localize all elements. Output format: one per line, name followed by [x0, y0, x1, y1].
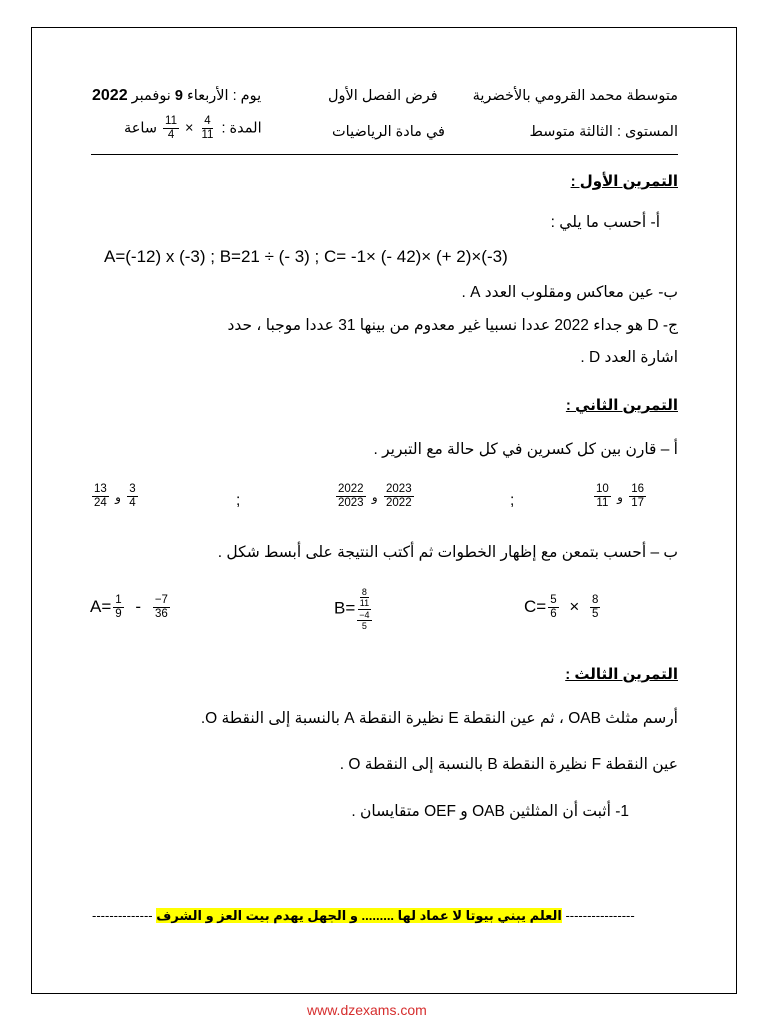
ex2-title: التمرين الثاني : [565, 397, 678, 414]
ex1-equation: A=(-12) x (-3) ; B=21 ÷ (- 3) ; C= -1× (- 42)× (+ 2)×(-3) [104, 247, 508, 266]
day-label: يوم : الأربعاء [186, 88, 262, 104]
watermark: www.dzexams.com [307, 1002, 427, 1018]
level: المستوى : الثالثة متوسط [529, 124, 678, 140]
header-divider [91, 154, 678, 155]
ex2-part-a: أ – قارن بين كل كسرين في كل حالة مع التبرير . [373, 441, 678, 458]
compare-pair-1: $\frac{16}{17}$ و $\frac{10}{11}$ [596, 483, 645, 510]
expr-C: C= $\frac{5}{6}$ × $\frac{8}{5}$ [524, 594, 599, 621]
exam-title: فرض الفصل الأول [328, 88, 438, 104]
ex1-part-a: أ- أحسب ما يلي : [550, 214, 660, 231]
year: 2022 [92, 87, 128, 104]
month: نوفمبر [131, 88, 171, 104]
duration-unit: ساعة [124, 120, 157, 137]
compare-pair-3: $\frac{3}{4}$ و $\frac{13}{24}$ [94, 483, 136, 510]
compare-pair-2: $\frac{2023}{2022}$ و $\frac{2022}{2023}$ [338, 483, 412, 510]
footer-dashes-left: -------------- [92, 908, 153, 923]
times-sign: × [185, 120, 194, 137]
school-name: متوسطة محمد القرومي بالأخضرية [472, 88, 678, 104]
duration-fraction-2: $\frac{11}{4}$ [165, 115, 177, 142]
ex1-part-b: ب- عين معاكس ومقلوب العدد A . [461, 284, 678, 301]
subject: في مادة الرياضيات [332, 124, 445, 140]
ex2-part-b: ب – أحسب بتمعن مع إظهار الخطوات ثم أكتب النتيجة على أبسط شكل . [217, 544, 678, 561]
footer-quote [92, 908, 635, 924]
footer-dashes-right: ---------------- [565, 908, 635, 923]
expr-A: A= $\frac{1}{9}$ - $\frac{-7}{36}$ [90, 594, 168, 621]
duration-label: المدة : [221, 120, 262, 137]
day-number: 9 [174, 88, 183, 104]
separator-1: ; [510, 492, 515, 509]
quote-highlight: العلم يبني بيوتا لا عماد لها ......... و الجهل يهدم بيت العز و الشرف [156, 908, 562, 923]
expr-B: B= $\frac{\frac{8}{11}}{\frac{-4}{5}}$ [334, 587, 370, 632]
duration-fraction-1: $\frac{4}{11}$ [201, 115, 214, 142]
ex1-part-c-line2: اشارة العدد D . [580, 349, 678, 366]
ex3-line1: أرسم مثلث OAB ، ثم عين النقطة E نظيرة النقطة A بالنسبة إلى النقطة O. [200, 710, 678, 727]
ex3-line2: عين النقطة F نظيرة النقطة B بالنسبة إلى النقطة O . [339, 756, 678, 773]
exam-date [92, 87, 261, 105]
duration [124, 115, 262, 142]
ex1-title: التمرين الأول : [570, 173, 678, 190]
ex1-part-c-line1: ج- D هو جداء 2022 عددا نسبيا غير معدوم من بينها 31 عددا موجبا ، حدد [227, 317, 678, 334]
ex3-title: التمرين الثالث : [565, 666, 678, 683]
separator-2: ; [236, 492, 241, 509]
ex3-line3: 1- أثبت أن المثلثين OAB و OEF متقايسان . [351, 803, 629, 820]
